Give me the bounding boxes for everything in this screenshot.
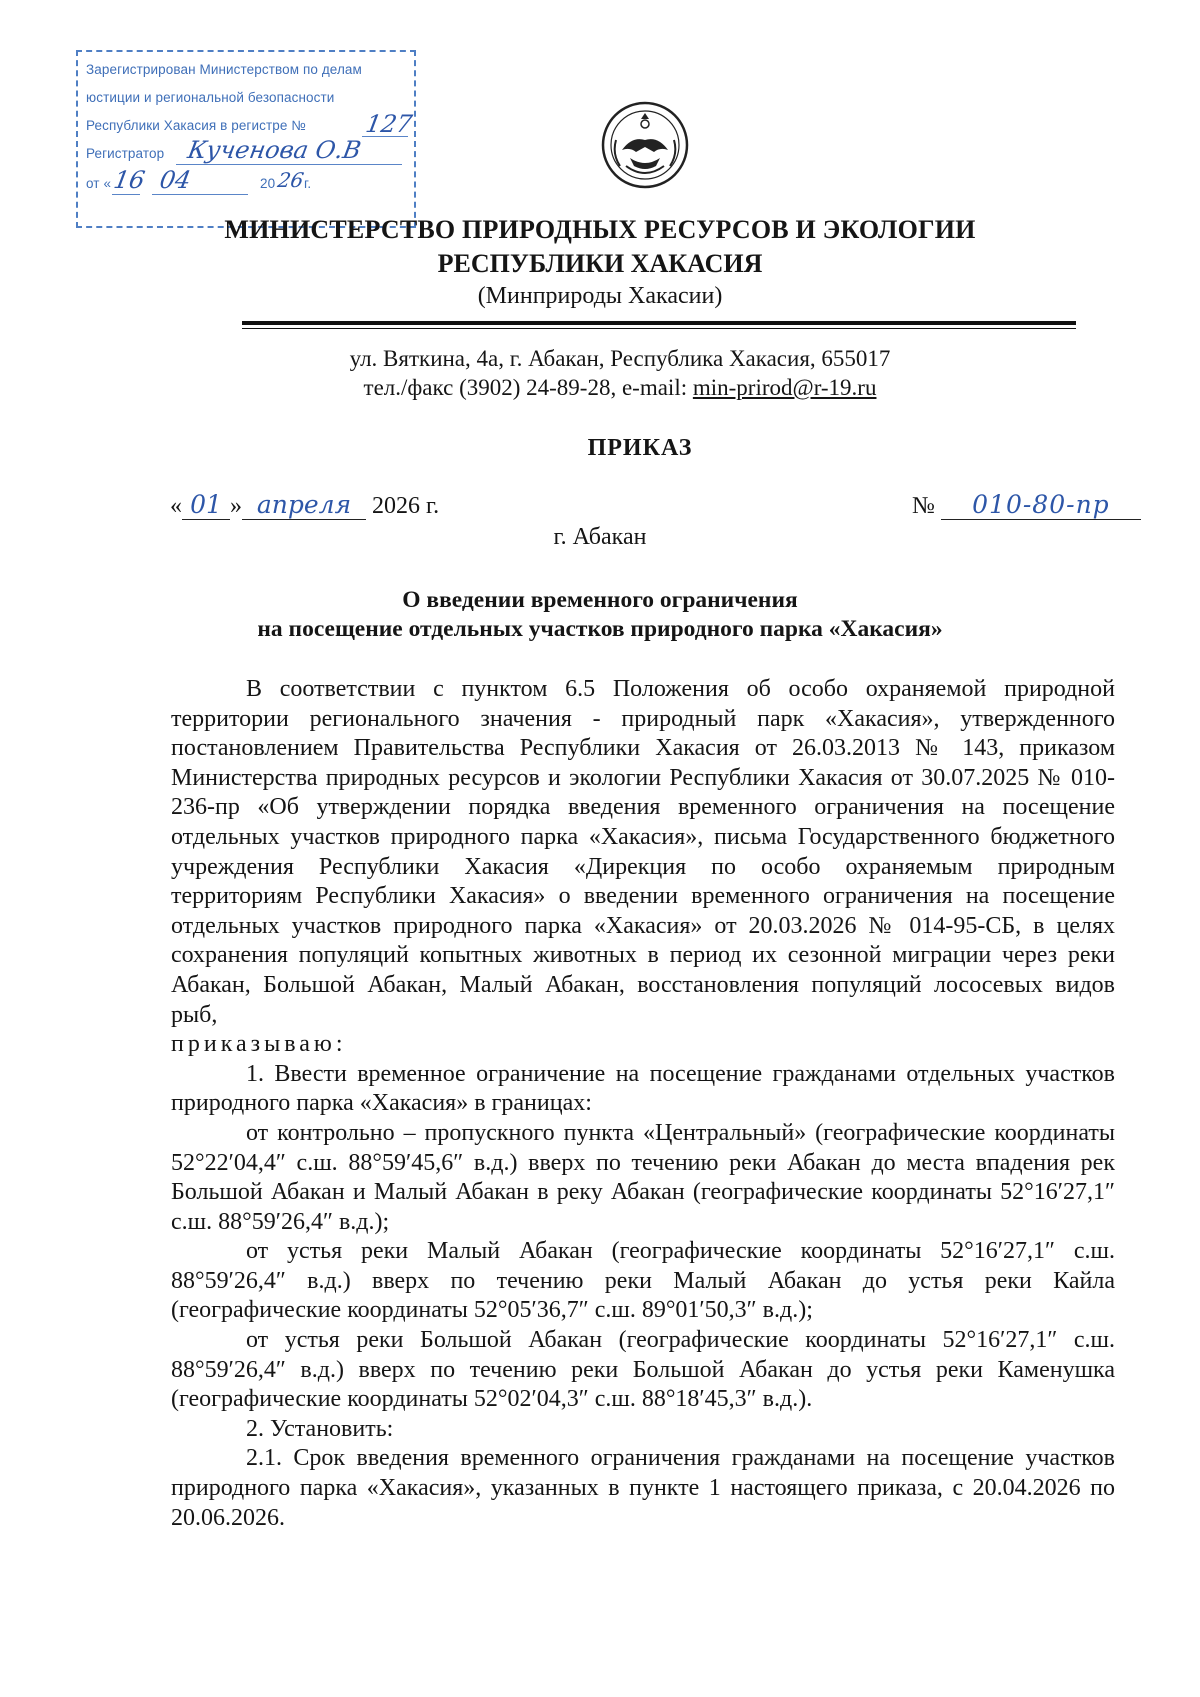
ministry-name-line-2: РЕСПУБЛИКИ ХАКАСИЯ <box>437 249 763 278</box>
number-value: 010-80-пр <box>941 490 1141 520</box>
item-2: 2. Установить: <box>246 1415 394 1442</box>
stamp-day: 16 <box>111 166 148 194</box>
directive-word: приказываю: <box>171 1031 347 1058</box>
stamp-year: 26 <box>275 168 306 192</box>
item-1-boundary-c: от устья реки Большой Абакан (географические координаты 52°16′27,1″ с.ш. 88°59′26,4″ в.д.) вверх по течению реки Большой Абакан до устья реки Каменушка (географические координаты 52°02′04,3″ с.ш. 88°18′45,3″ в.д.). <box>171 1327 1115 1413</box>
stamp-year-prefix: 20 <box>260 176 276 191</box>
stamp-line-3: Республики Хакасия в регистре № <box>86 118 306 133</box>
document-date <box>170 490 439 520</box>
document-city: г. Абакан <box>553 524 647 550</box>
item-2-1: 2.1. Срок введения временного ограничения гражданами на посещение участков природного парка «Хакасия», указанных в пункте 1 настоящего приказа, с 20.04.2026 по 20.06.2026. <box>171 1445 1115 1531</box>
document-type: ПРИКАЗ <box>587 435 693 461</box>
registration-stamp <box>76 50 416 228</box>
item-1: 1. Ввести временное ограничение на посещение гражданами отдельных участков природного парка «Хакасия» в границах: <box>171 1060 1115 1117</box>
stamp-line-1: Зарегистрирован Министерством по делам <box>86 62 362 77</box>
ministry-contacts <box>20 375 1200 401</box>
ministry-address: ул. Вяткина, 4а, г. Абакан, Республика Хакасия, 655017 <box>349 346 891 371</box>
date-close-quote: » <box>230 493 242 519</box>
stamp-reg-number: 127 <box>363 110 415 138</box>
preamble-paragraph: В соответствии с пунктом 6.5 Положения об особо охраняемой природной территории регионального значения - природный парк «Хакасия», утвержденного постановлением Правительства Республики Хакасия от 26.03.2013 № 143, приказом Министерства природных ресурсов и экологии Республики Хакасия от 30.07.2025 № 010-236-пр «Об утверждении порядка введения временного ограничения на посещение отдельных участков природного парка «Хакасия», письма Государственного бюджетного учреждения Республики Хакасия «Дирекция по особо охраняемым природным территориям Республики Хакасия» о введении временного ограничения на посещение отдельных участков природного парка «Хакасия» от 20.03.2026 № 014-95-СБ, в целях сохранения популяций копытных животных в период их сезонной миграции через реки Абакан, Большой Абакан, Малый Абакан, восстановления популяций лососевых видов рыб, <box>171 676 1115 1028</box>
document-title-line-2: на посещение отдельных участков природного парка «Хакасия» <box>257 616 943 642</box>
number-label: № <box>912 493 935 519</box>
stamp-from-label: от « <box>86 176 112 191</box>
ministry-name-line-1: МИНИСТЕРСТВО ПРИРОДНЫХ РЕСУРСОВ И ЭКОЛОГИИ <box>224 215 976 244</box>
stamp-month: 04 <box>157 166 194 194</box>
document-body <box>171 675 1115 1533</box>
date-open-quote: « <box>170 493 182 519</box>
header-divider-thin <box>242 328 1076 329</box>
contacts-email-link[interactable]: min-prirod@r-19.ru <box>692 375 877 400</box>
stamp-year-suffix: г. <box>304 176 312 191</box>
header-divider-thick <box>242 321 1076 325</box>
date-year: 2026 г. <box>366 493 440 519</box>
document-title-line-1: О введении временного ограничения <box>402 587 798 613</box>
document-number <box>912 490 1141 520</box>
stamp-registrar-signature: Кученова О.В <box>185 136 364 164</box>
stamp-line-2: юстиции и региональной безопасности <box>86 90 335 105</box>
item-1-boundary-a: от контрольно – пропускного пункта «Центральный» (географические координаты 52°22′04,4″ с.ш. 88°59′45,6″ в.д.) вверх по течению реки Абакан до места впадения рек Большой Абакан и Малый Абакан в реку Абакан (географические координаты 52°16′27,1″ с.ш. 88°59′26,4″ в.д.); <box>171 1119 1115 1235</box>
date-day: 01 <box>182 490 230 520</box>
item-1-boundary-b: от устья реки Малый Абакан (географические координаты 52°16′27,1″ с.ш. 88°59′26,4″ в.д.) вверх по течению реки Малый Абакан до устья реки Кайла (географические координаты 52°05′36,7″ с.ш. 89°01′50,3″ в.д.); <box>171 1238 1115 1324</box>
stamp-registrar-label: Регистратор <box>86 146 165 161</box>
republic-emblem-icon <box>600 100 690 190</box>
ministry-short-name: (Минприроды Хакасии) <box>477 283 723 309</box>
date-month: апреля <box>242 490 366 520</box>
contacts-phone: тел./факс (3902) 24-89-28, e-mail: <box>363 375 693 400</box>
